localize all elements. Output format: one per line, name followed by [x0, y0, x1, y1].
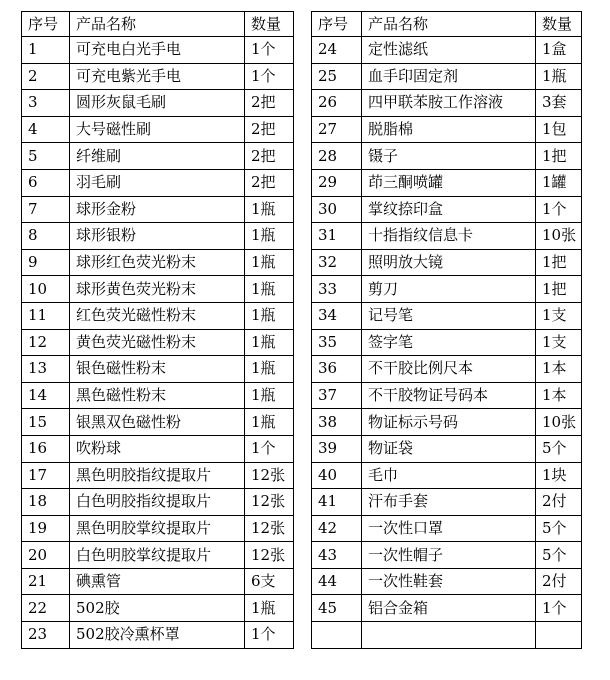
- item-name: 羽毛刷: [70, 169, 245, 196]
- table-row: [22, 116, 582, 143]
- item-name: 茚三酮喷罐: [362, 169, 536, 196]
- column-gap: [294, 63, 312, 90]
- item-name: 不干胶比例尺本: [362, 356, 536, 383]
- item-number: 33: [312, 276, 362, 303]
- item-number: 27: [312, 116, 362, 143]
- item-quantity: 1瓶: [245, 595, 294, 622]
- item-name: 不干胶物证号码本: [362, 382, 536, 409]
- item-number: 30: [312, 196, 362, 223]
- item-quantity: 1瓶: [245, 276, 294, 303]
- table-row: [22, 37, 582, 64]
- column-gap: [294, 462, 312, 489]
- table-row: [22, 63, 582, 90]
- item-quantity: 1瓶: [536, 63, 582, 90]
- item-quantity: 1把: [536, 249, 582, 276]
- item-name: 照明放大镜: [362, 249, 536, 276]
- item-number: [312, 622, 362, 649]
- item-quantity: [536, 622, 582, 649]
- item-name: 白色明胶指纹提取片: [70, 489, 245, 516]
- table-row: [22, 542, 582, 569]
- item-name: 十指指纹信息卡: [362, 223, 536, 250]
- item-number: 3: [22, 90, 70, 117]
- inventory-table: [21, 11, 582, 649]
- item-number: 40: [312, 462, 362, 489]
- item-number: 43: [312, 542, 362, 569]
- table-row: [22, 302, 582, 329]
- table-row: [22, 435, 582, 462]
- item-name: 白色明胶掌纹提取片: [70, 542, 245, 569]
- item-number: 7: [22, 196, 70, 223]
- column-gap: [294, 37, 312, 64]
- table-row: [22, 249, 582, 276]
- item-quantity: 1瓶: [245, 249, 294, 276]
- item-quantity: 1个: [536, 595, 582, 622]
- item-name: 签字笔: [362, 329, 536, 356]
- item-quantity: 12张: [245, 489, 294, 516]
- item-quantity: 1个: [245, 37, 294, 64]
- item-number: 10: [22, 276, 70, 303]
- item-name: 球形红色荧光粉末: [70, 249, 245, 276]
- item-name: 球形银粉: [70, 223, 245, 250]
- item-name: 一次性口罩: [362, 515, 536, 542]
- item-number: 14: [22, 382, 70, 409]
- item-quantity: 6支: [245, 568, 294, 595]
- table-row: [22, 356, 582, 383]
- item-quantity: 5个: [536, 515, 582, 542]
- item-quantity: 2把: [245, 90, 294, 117]
- item-name: 一次性帽子: [362, 542, 536, 569]
- item-name: 碘熏管: [70, 568, 245, 595]
- table-row: [22, 169, 582, 196]
- item-name: 吹粉球: [70, 435, 245, 462]
- item-quantity: 10张: [536, 223, 582, 250]
- column-gap: [294, 622, 312, 649]
- item-quantity: 1瓶: [245, 223, 294, 250]
- table-row: [22, 223, 582, 250]
- item-number: 36: [312, 356, 362, 383]
- item-number: 19: [22, 515, 70, 542]
- item-name: 球形金粉: [70, 196, 245, 223]
- header-qty: 数量: [536, 12, 582, 37]
- table-row: [22, 568, 582, 595]
- table-row: [22, 196, 582, 223]
- header-name: 产品名称: [70, 12, 245, 37]
- item-number: 9: [22, 249, 70, 276]
- item-name: 大号磁性刷: [70, 116, 245, 143]
- item-quantity: 5个: [536, 542, 582, 569]
- item-name: 502胶: [70, 595, 245, 622]
- item-number: 35: [312, 329, 362, 356]
- column-gap: [294, 196, 312, 223]
- item-quantity: 1瓶: [245, 329, 294, 356]
- item-quantity: 2把: [245, 143, 294, 170]
- table-row: [22, 489, 582, 516]
- item-quantity: 1支: [536, 329, 582, 356]
- item-number: 12: [22, 329, 70, 356]
- item-number: 29: [312, 169, 362, 196]
- item-name: [362, 622, 536, 649]
- header-no: 序号: [312, 12, 362, 37]
- item-number: 38: [312, 409, 362, 436]
- item-number: 37: [312, 382, 362, 409]
- item-quantity: 1个: [536, 196, 582, 223]
- item-number: 24: [312, 37, 362, 64]
- item-quantity: 1个: [245, 435, 294, 462]
- table-row: [22, 329, 582, 356]
- item-number: 18: [22, 489, 70, 516]
- item-name: 可充电紫光手电: [70, 63, 245, 90]
- item-number: 44: [312, 568, 362, 595]
- item-name: 502胶冷熏杯罩: [70, 622, 245, 649]
- item-quantity: 1把: [536, 276, 582, 303]
- item-name: 黑色明胶掌纹提取片: [70, 515, 245, 542]
- item-number: 15: [22, 409, 70, 436]
- item-name: 可充电白光手电: [70, 37, 245, 64]
- item-quantity: 1块: [536, 462, 582, 489]
- item-quantity: 1包: [536, 116, 582, 143]
- column-gap: [294, 542, 312, 569]
- item-number: 26: [312, 90, 362, 117]
- item-name: 黄色荧光磁性粉末: [70, 329, 245, 356]
- item-number: 17: [22, 462, 70, 489]
- column-gap: [294, 302, 312, 329]
- item-number: 23: [22, 622, 70, 649]
- item-quantity: 1本: [536, 382, 582, 409]
- item-quantity: 10张: [536, 409, 582, 436]
- item-number: 6: [22, 169, 70, 196]
- item-quantity: 1瓶: [245, 356, 294, 383]
- table-row: [22, 622, 582, 649]
- item-name: 毛巾: [362, 462, 536, 489]
- item-quantity: 1支: [536, 302, 582, 329]
- item-name: 定性滤纸: [362, 37, 536, 64]
- item-name: 黑色明胶指纹提取片: [70, 462, 245, 489]
- column-gap: [294, 329, 312, 356]
- column-gap: [294, 382, 312, 409]
- item-number: 21: [22, 568, 70, 595]
- header-row: [22, 12, 582, 37]
- table-row: [22, 409, 582, 436]
- item-number: 31: [312, 223, 362, 250]
- item-number: 34: [312, 302, 362, 329]
- column-gap: [294, 435, 312, 462]
- item-name: 球形黄色荧光粉末: [70, 276, 245, 303]
- item-number: 41: [312, 489, 362, 516]
- header-no: 序号: [22, 12, 70, 37]
- item-quantity: 2付: [536, 489, 582, 516]
- item-number: 39: [312, 435, 362, 462]
- item-quantity: 1瓶: [245, 302, 294, 329]
- item-name: 纤维刷: [70, 143, 245, 170]
- item-name: 物证袋: [362, 435, 536, 462]
- item-quantity: 1瓶: [245, 409, 294, 436]
- item-number: 45: [312, 595, 362, 622]
- item-name: 脱脂棉: [362, 116, 536, 143]
- item-number: 32: [312, 249, 362, 276]
- column-gap: [294, 276, 312, 303]
- item-number: 2: [22, 63, 70, 90]
- column-gap: [294, 356, 312, 383]
- item-quantity: 2把: [245, 116, 294, 143]
- column-gap: [294, 223, 312, 250]
- item-quantity: 1把: [536, 143, 582, 170]
- item-quantity: 3套: [536, 90, 582, 117]
- item-name: 黑色磁性粉末: [70, 382, 245, 409]
- item-number: 25: [312, 63, 362, 90]
- item-quantity: 1瓶: [245, 382, 294, 409]
- table-row: [22, 143, 582, 170]
- item-number: 5: [22, 143, 70, 170]
- table-row: [22, 462, 582, 489]
- item-name: 物证标示号码: [362, 409, 536, 436]
- item-quantity: 1本: [536, 356, 582, 383]
- item-name: 记号笔: [362, 302, 536, 329]
- item-quantity: 12张: [245, 542, 294, 569]
- column-gap: [294, 249, 312, 276]
- column-gap: [294, 143, 312, 170]
- item-name: 四甲联苯胺工作溶液: [362, 90, 536, 117]
- item-quantity: 1瓶: [245, 196, 294, 223]
- item-number: 4: [22, 116, 70, 143]
- item-number: 1: [22, 37, 70, 64]
- item-name: 血手印固定剂: [362, 63, 536, 90]
- item-name: 圆形灰鼠毛刷: [70, 90, 245, 117]
- item-quantity: 1盒: [536, 37, 582, 64]
- item-number: 13: [22, 356, 70, 383]
- item-quantity: 1个: [245, 63, 294, 90]
- table-body: [22, 12, 582, 649]
- header-qty: 数量: [245, 12, 294, 37]
- item-number: 11: [22, 302, 70, 329]
- item-quantity: 12张: [245, 462, 294, 489]
- item-name: 银黑双色磁性粉: [70, 409, 245, 436]
- column-gap: [294, 489, 312, 516]
- item-number: 16: [22, 435, 70, 462]
- column-gap: [294, 568, 312, 595]
- item-name: 镊子: [362, 143, 536, 170]
- item-name: 汗布手套: [362, 489, 536, 516]
- column-gap: [294, 12, 312, 37]
- table-row: [22, 515, 582, 542]
- item-quantity: 2把: [245, 169, 294, 196]
- column-gap: [294, 90, 312, 117]
- item-quantity: 12张: [245, 515, 294, 542]
- item-name: 红色荧光磁性粉末: [70, 302, 245, 329]
- item-name: 铝合金箱: [362, 595, 536, 622]
- table-row: [22, 276, 582, 303]
- column-gap: [294, 595, 312, 622]
- item-name: 一次性鞋套: [362, 568, 536, 595]
- item-number: 42: [312, 515, 362, 542]
- item-quantity: 5个: [536, 435, 582, 462]
- item-quantity: 1罐: [536, 169, 582, 196]
- table-row: [22, 382, 582, 409]
- item-name: 剪刀: [362, 276, 536, 303]
- item-name: 掌纹捺印盒: [362, 196, 536, 223]
- item-quantity: 1个: [245, 622, 294, 649]
- column-gap: [294, 515, 312, 542]
- item-number: 22: [22, 595, 70, 622]
- item-number: 8: [22, 223, 70, 250]
- column-gap: [294, 409, 312, 436]
- column-gap: [294, 116, 312, 143]
- header-name: 产品名称: [362, 12, 536, 37]
- item-number: 20: [22, 542, 70, 569]
- table-row: [22, 90, 582, 117]
- item-number: 28: [312, 143, 362, 170]
- item-quantity: 2付: [536, 568, 582, 595]
- column-gap: [294, 169, 312, 196]
- table-row: [22, 595, 582, 622]
- item-name: 银色磁性粉末: [70, 356, 245, 383]
